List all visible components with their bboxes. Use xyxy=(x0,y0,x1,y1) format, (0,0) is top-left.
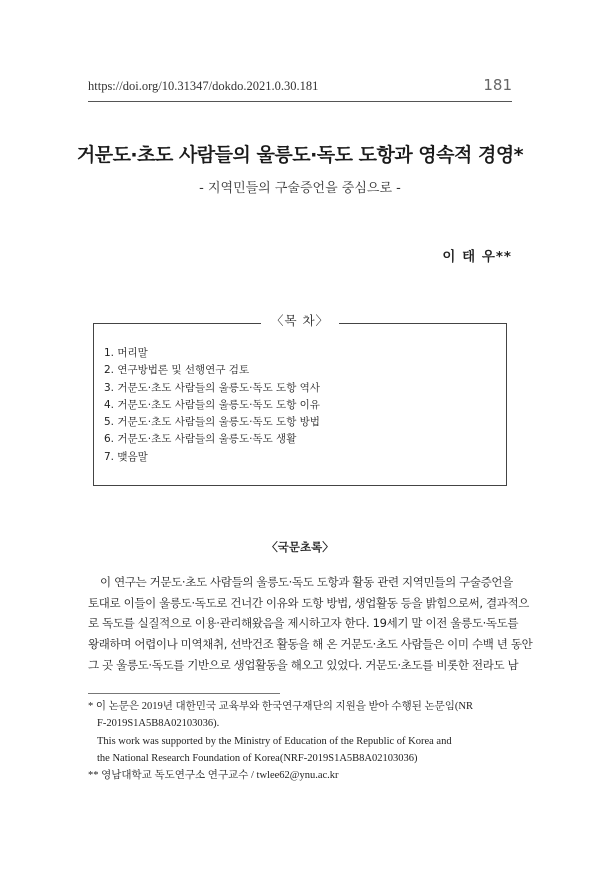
footnote-line: This work was supported by the Ministry of Education of the Republic of Korea and xyxy=(97,735,452,747)
abstract-line: 로 독도를 실질적으로 이용·관리해왔음을 제시하고자 한다. 19세기 말 이전 울릉도·독도를 xyxy=(88,616,519,631)
footnote-line: ** 영남대학교 독도연구소 연구교수 / twlee62@ynu.ac.kr xyxy=(88,770,339,782)
toc-list xyxy=(104,345,320,466)
running-header xyxy=(88,76,512,100)
footnote-line: the National Research Foundation of Korea(NRF-2019S1A5B8A02103036) xyxy=(97,752,418,764)
toc-item: 4. 거문도·초도 사람들의 울릉도·독도 도항 이유 xyxy=(104,398,320,411)
toc-heading-label: 〈목 차〉 xyxy=(261,313,339,328)
author-name: 이 태 우** xyxy=(442,249,512,265)
page-number: 181 xyxy=(483,76,512,94)
abstract-line: 이 연구는 거문도·초도 사람들의 울릉도·독도 도항과 활동 관련 지역민들의 구술증언을 xyxy=(100,575,513,589)
abstract-line: 토대로 이들이 울릉도·독도로 건너간 이유와 도항 방법, 생업활동 등을 밝힘으로써, 결과적으 xyxy=(88,595,530,610)
paper-title: 거문도·초도 사람들의 울릉도·독도 도항과 영속적 경영* xyxy=(76,144,524,166)
toc-item: 6. 거문도·초도 사람들의 울릉도·독도 생활 xyxy=(104,433,297,446)
abstract-heading: 〈국문초록〉 xyxy=(266,540,334,554)
footnote-line: * 이 논문은 2019년 대한민국 교육부와 한국연구재단의 지원을 받아 수행된 논문임(NR xyxy=(88,701,474,712)
abstract-body xyxy=(88,572,533,676)
footnote-divider xyxy=(88,693,280,694)
toc-item: 7. 맺음말 xyxy=(104,450,148,463)
toc-item: 5. 거문도·초도 사람들의 울릉도·독도 도항 방법 xyxy=(104,416,320,429)
doi-link[interactable]: https://doi.org/10.31347/dokdo.2021.0.30.181 xyxy=(88,79,319,93)
toc-item: 1. 머리말 xyxy=(104,347,148,359)
header-divider xyxy=(88,101,512,102)
footnotes xyxy=(88,698,518,784)
toc-heading xyxy=(0,310,600,329)
footnote-line: F-2019S1A5B8A02103036). xyxy=(97,718,220,730)
abstract-line: 왕래하며 어렵이나 미역채취, 선박건조 활동을 해 온 거문도·초도 사람들은 이미 수백 년 동안 xyxy=(88,637,533,652)
abstract-line: 그 곳 울릉도·독도를 기반으로 생업활동을 해오고 있었다. 거문도·초도를 비롯한 전라도 남 xyxy=(88,657,519,672)
paper-subtitle: - 지역민들의 구술증언을 중심으로 - xyxy=(199,181,401,196)
toc-item: 2. 연구방법론 및 선행연구 검토 xyxy=(104,364,250,377)
toc-item: 3. 거문도·초도 사람들의 울릉도·독도 도항 역사 xyxy=(104,381,320,394)
